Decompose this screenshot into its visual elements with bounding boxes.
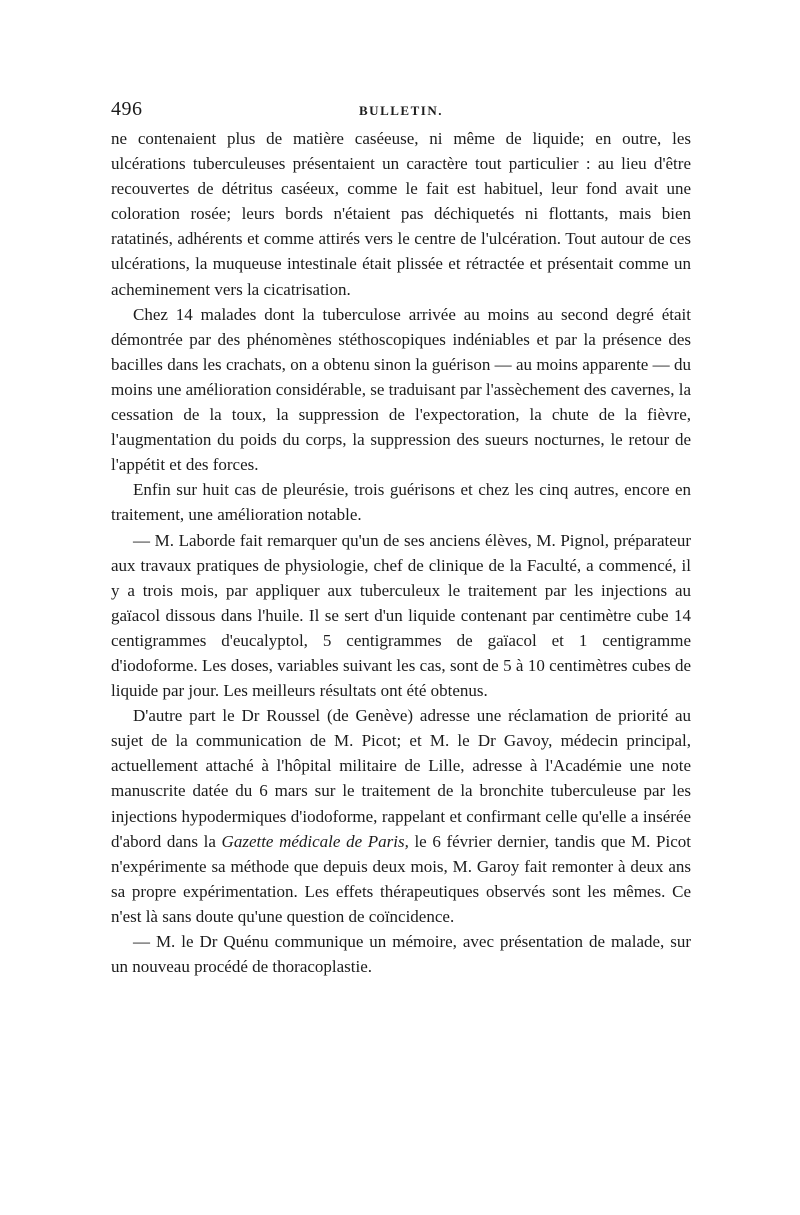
paragraph-priority-claims-end: le 6 février dernier, tandis que M. Picot n'expérimente sa méthode que depuis deux mois, M. Garoy fait remonter à deux ans sa propre expérimentation. Les effets thérapeutiques observés sont les mêmes. Ce n'est là sans doute qu'une question de coïncidence.	[111, 831, 691, 926]
page-number: 496	[111, 98, 143, 120]
paragraph-priority-claims-start: D'autre part le Dr Roussel (de Genève) adresse une réclamation de priorité au sujet de la communication de M. Picot; et M. le Dr Gavoy, médecin principal, actuellement attaché à l'hôpital militaire de Lille, adresse à l'Académie une note manuscrite datée du 6 mars sur le traitement de la bronchite tuberculeuse par les injections hypodermiques d'iodoforme, rappelant et confirmant celle qu'elle a insérée d'abord dans la	[111, 706, 691, 851]
paragraph-laborde: — M. Laborde fait remarquer qu'un de ses anciens élèves, M. Pignol, préparateur aux travaux pratiques de physiologie, chef de clinique de la Faculté, a commencé, il y a trois mois, par appliquer aux tuberculeux le traitement par les injections au gaïacol dissous dans l'huile. Il se sert d'un liquide contenant par centimètre cube 14 centigrammes d'eucalyptol, 5 centigrammes de gaïacol et 1 centigramme d'iodoforme. Les doses, variables suivant les cas, sont de 5 à 10 centimètres cubes de liquide par jour. Les meilleurs résultats ont été obtenus.	[111, 530, 691, 701]
paragraph-continuation: ne contenaient plus de matière caséeuse, ni même de liquide; en outre, les ulcérations tuberculeuses présentaient un caractère tout particulier : au lieu d'être recouvertes de détritus caséeux, comme le fait est habituel, leur fond avait une coloration rosée; leurs bords n'étaient pas déchiquetés ni flottants, mais bien ratatinés, adhérents et comme attirés vers le centre de l'ulcération. Tout autour de ces ulcérations, la muqueuse intestinale était plissée et rétractée et présentait comme un acheminement vers la cicatrisation.	[111, 129, 691, 299]
paragraph-results: Chez 14 malades dont la tuberculose arrivée au moins au second degré était démontrée par des phénomènes stéthoscopiques indéniables et par la présence des bacilles dans les crachats, on a obtenu sinon la guérison — au moins apparente — du moins une amélioration considérable, se traduisant par l'assèchement des cavernes, la cessation de la toux, la suppression de l'expectoration, la chute de la fièvre, l'augmentation du poids du corps, la suppression des sueurs nocturnes, le retour de l'appétit et des forces.	[111, 304, 691, 475]
paragraph-priority-claims	[111, 703, 691, 929]
journal-title: Gazette médicale de Paris,	[221, 831, 409, 851]
body-text	[111, 126, 691, 979]
paragraph-pleurisy: Enfin sur huit cas de pleurésie, trois guérisons et chez les cinq autres, encore en traitement, une amélioration notable.	[111, 480, 691, 525]
page-header	[111, 98, 691, 126]
running-title: BULLETIN.	[359, 103, 443, 118]
paragraph-quenu: — M. le Dr Quénu communique un mémoire, avec présentation de malade, sur un nouveau procédé de thoracoplastie.	[111, 932, 691, 977]
